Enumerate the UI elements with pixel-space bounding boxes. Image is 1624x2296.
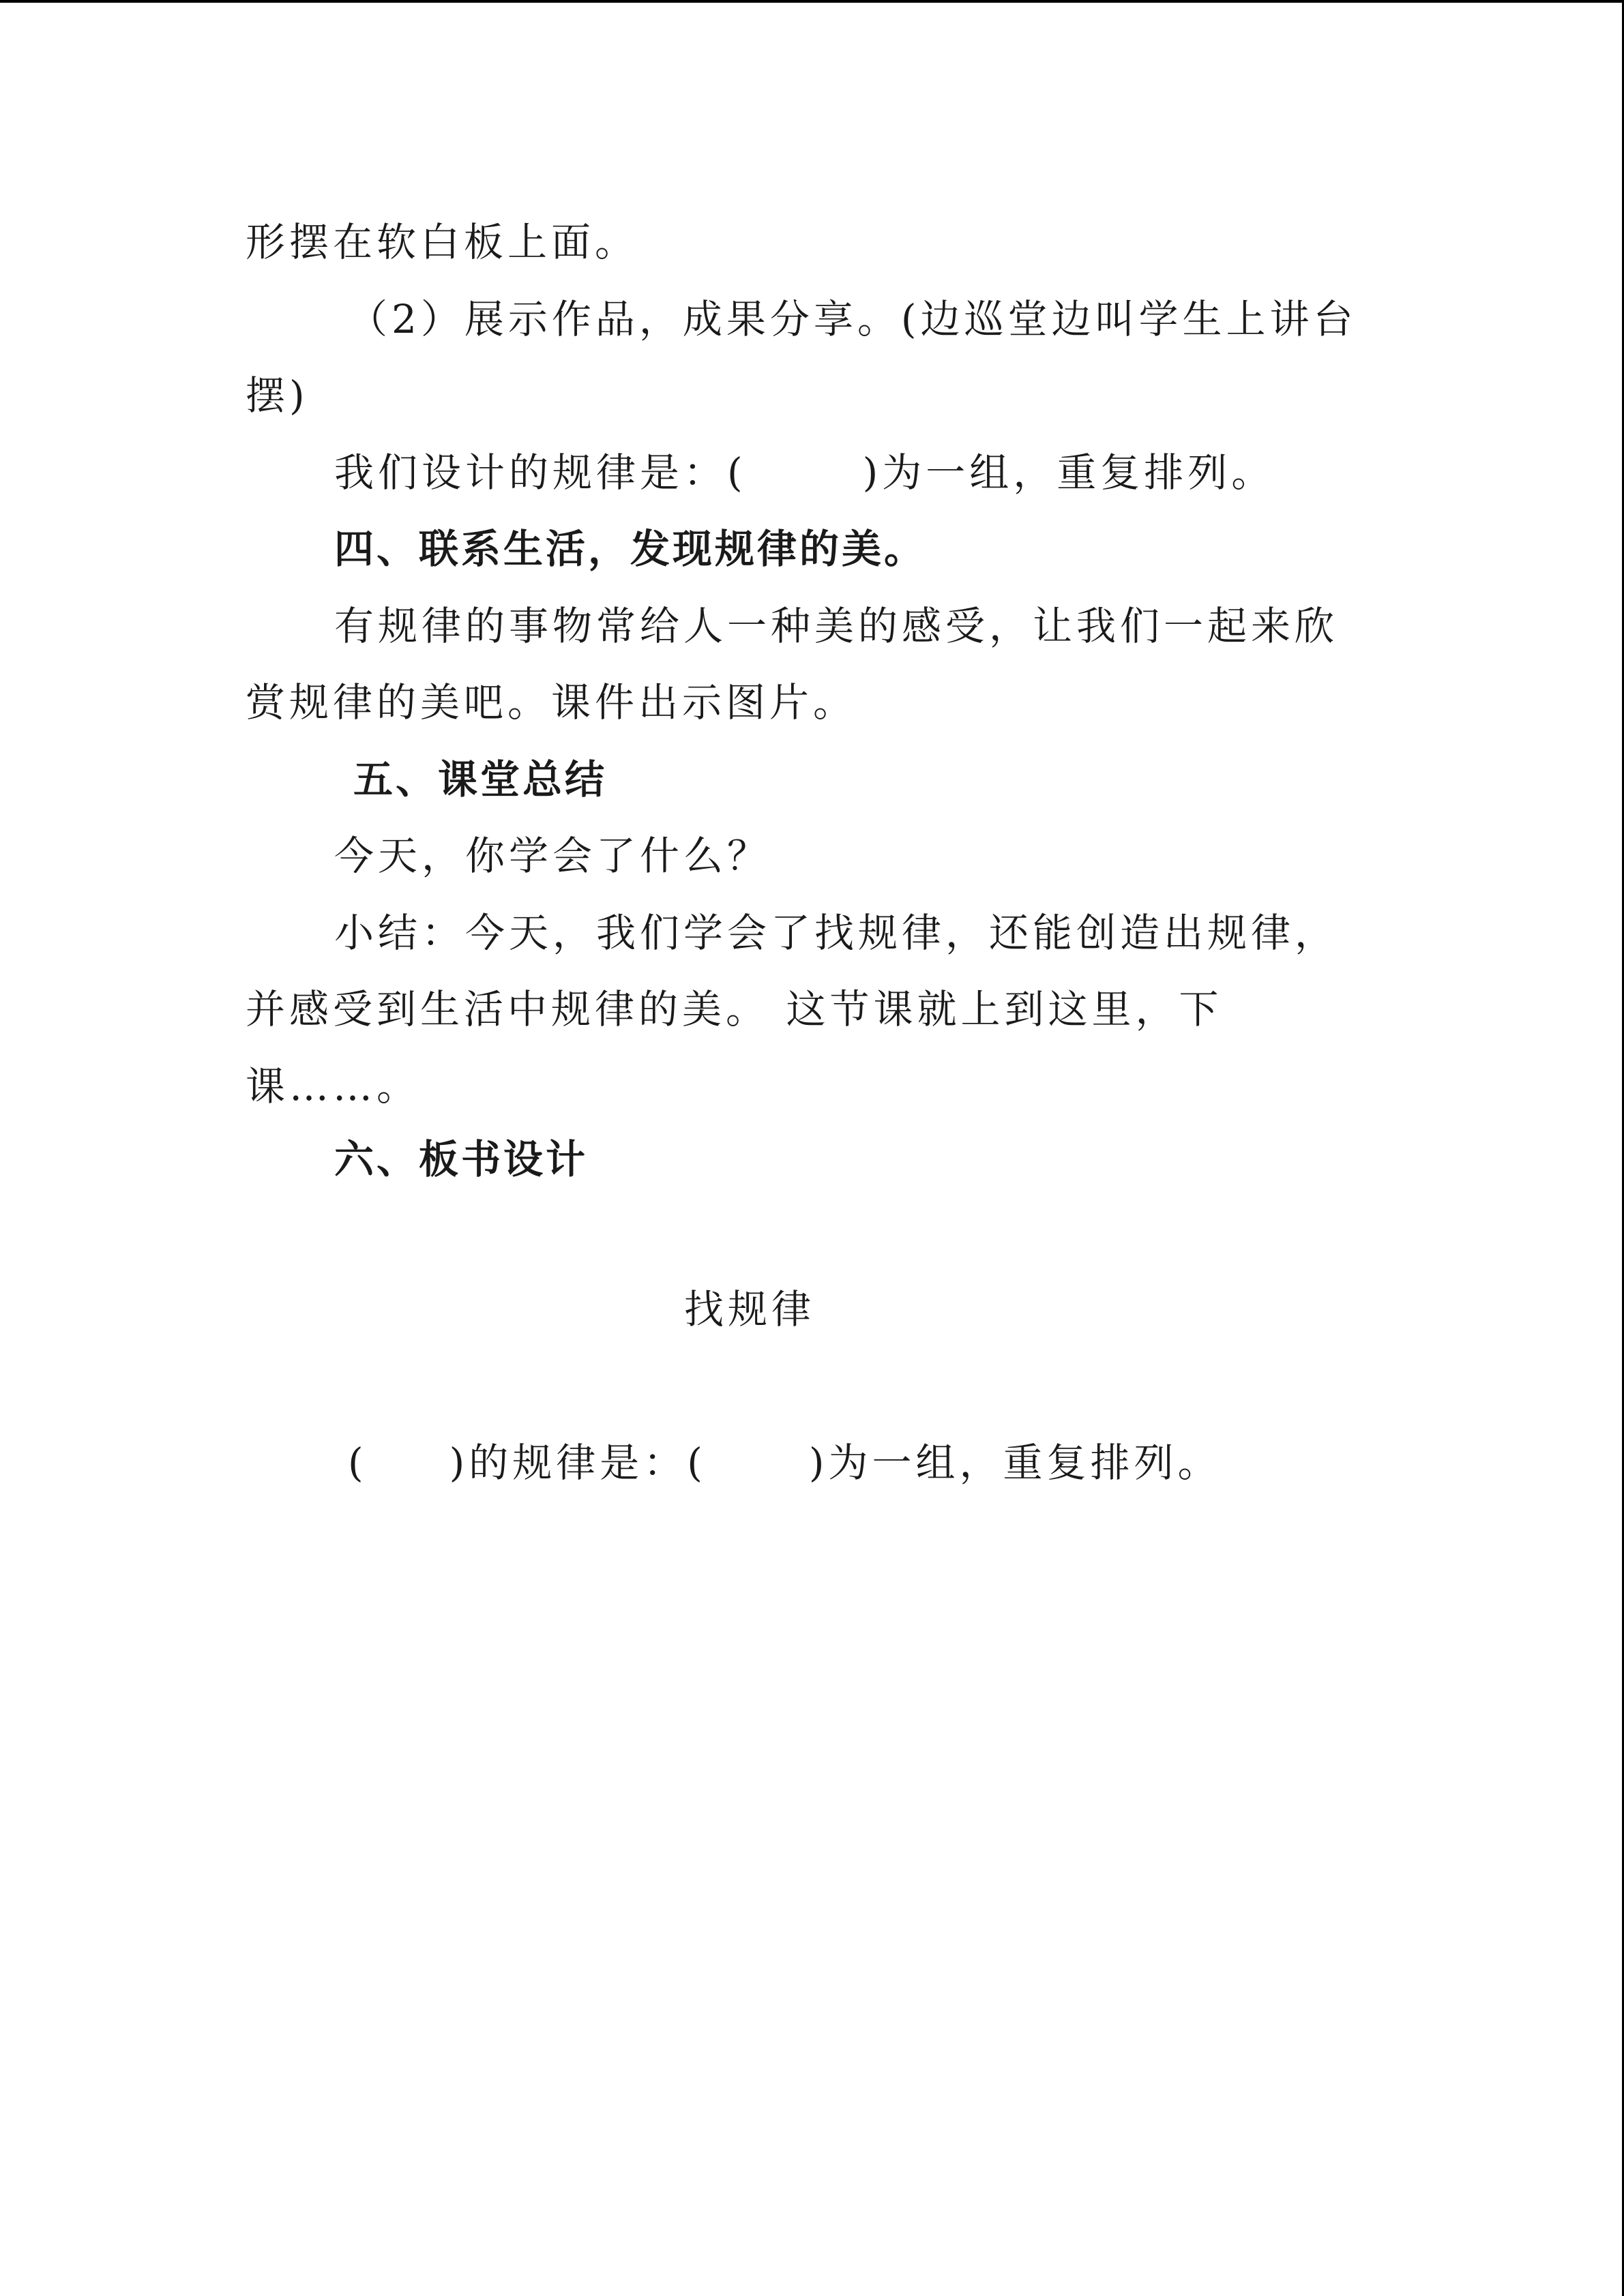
text-line-part: ( — [348, 1440, 368, 1486]
text-line: 并感受到生活中规律的美。 这节课就上到这里，下 — [246, 986, 1223, 1032]
text-line: 有规律的事物常给人一种美的感受，让我们一起来欣 — [334, 603, 1339, 649]
text-line: 课……。 — [246, 1063, 421, 1109]
text-line-part: 我们设计的规律是：( — [334, 449, 747, 496]
text-line: 今天，你学会了什么？ — [334, 833, 771, 879]
text-line — [334, 445, 1275, 500]
text-line: （2）展示作品，成果分享。(边巡堂边叫学生上讲台 — [348, 296, 1357, 342]
text-line-part: )的规律是：( — [449, 1440, 707, 1486]
section-heading: 六、板书设计 — [334, 1136, 589, 1182]
text-line: 摆) — [246, 372, 309, 419]
text-line-part: )为一组，重复排列。 — [808, 1440, 1222, 1486]
section-heading: 五、课堂总结 — [353, 756, 608, 803]
page-top-border — [0, 0, 1624, 3]
section-heading: 四、联系生活，发现规律的美。 — [334, 526, 927, 572]
text-line: 小结：今天，我们学会了找规律，还能创造出规律， — [334, 910, 1339, 956]
text-line: 赏规律的美吧。课件出示图片。 — [246, 679, 857, 726]
text-line: 形摆在软白板上面。 — [246, 219, 639, 265]
board-title: 找规律 — [684, 1286, 816, 1332]
text-line-part: )为一组，重复排列。 — [862, 449, 1275, 496]
board-rule-line — [348, 1435, 1222, 1490]
